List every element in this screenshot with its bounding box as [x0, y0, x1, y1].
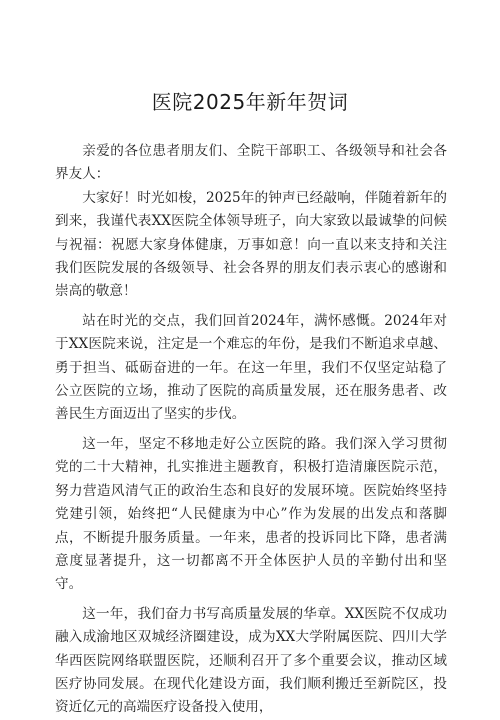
paragraph-high-quality-development: 这一年，我们奋力书写高质量发展的华章。XX医院不仅成功融入成渝地区双城经济圈建设，成为XX大学附属医院、四川大学华西医院网络联盟医院，还顺利召开了多个重要会议，推动区域医疗协同发展。在现代化建设方面，我们顺利搬迁至新院区，投资近亿元的高端医疗设备投入使用， [55, 605, 447, 716]
document-body [55, 140, 447, 720]
paragraph-greeting: 大家好！时光如梭，2025年的钟声已经敲响，伴随着新年的到来，我谨代表XX医院全体领导班子，向大家致以最诚挚的问候与祝福：祝愿大家身体健康，万事如意！向一直以来支持和关注我们医院发展的各级领导、社会各界的朋友们表示衷心的感谢和崇高的敬意！ [55, 189, 447, 300]
paragraph-public-hospital: 这一年，坚定不移地走好公立医院的路。我们深入学习贯彻党的二十大精神，扎实推进主题教育，积极打造清廉医院示范，努力营造风清气正的政治生态和良好的发展环境。医院始终坚持党建引领，始终把“人民健康为中心”作为发展的出发点和落脚点，不断提升服务质量。一年来，患者的投诉同比下降，患者满意度显著提升，这一切都离不开全体医护人员的辛勤付出和坚守。 [55, 435, 447, 593]
paragraph-review-2024: 站在时光的交点，我们回首2024年，满怀感慨。2024年对于XX医院来说，注定是一个难忘的年份，是我们不断追求卓越、勇于担当、砥砺奋进的一年。在这一年里，我们不仅坚定站稳了公立医院的立场，推动了医院的高质量发展，还在服务患者、改善民生方面迈出了坚实的步伐。 [55, 312, 447, 423]
document-title: 医院2025年新年贺词 [151, 90, 349, 114]
salutation: 亲爱的各位患者朋友们、全院干部职工、各级领导和社会各界友人： [55, 143, 447, 183]
